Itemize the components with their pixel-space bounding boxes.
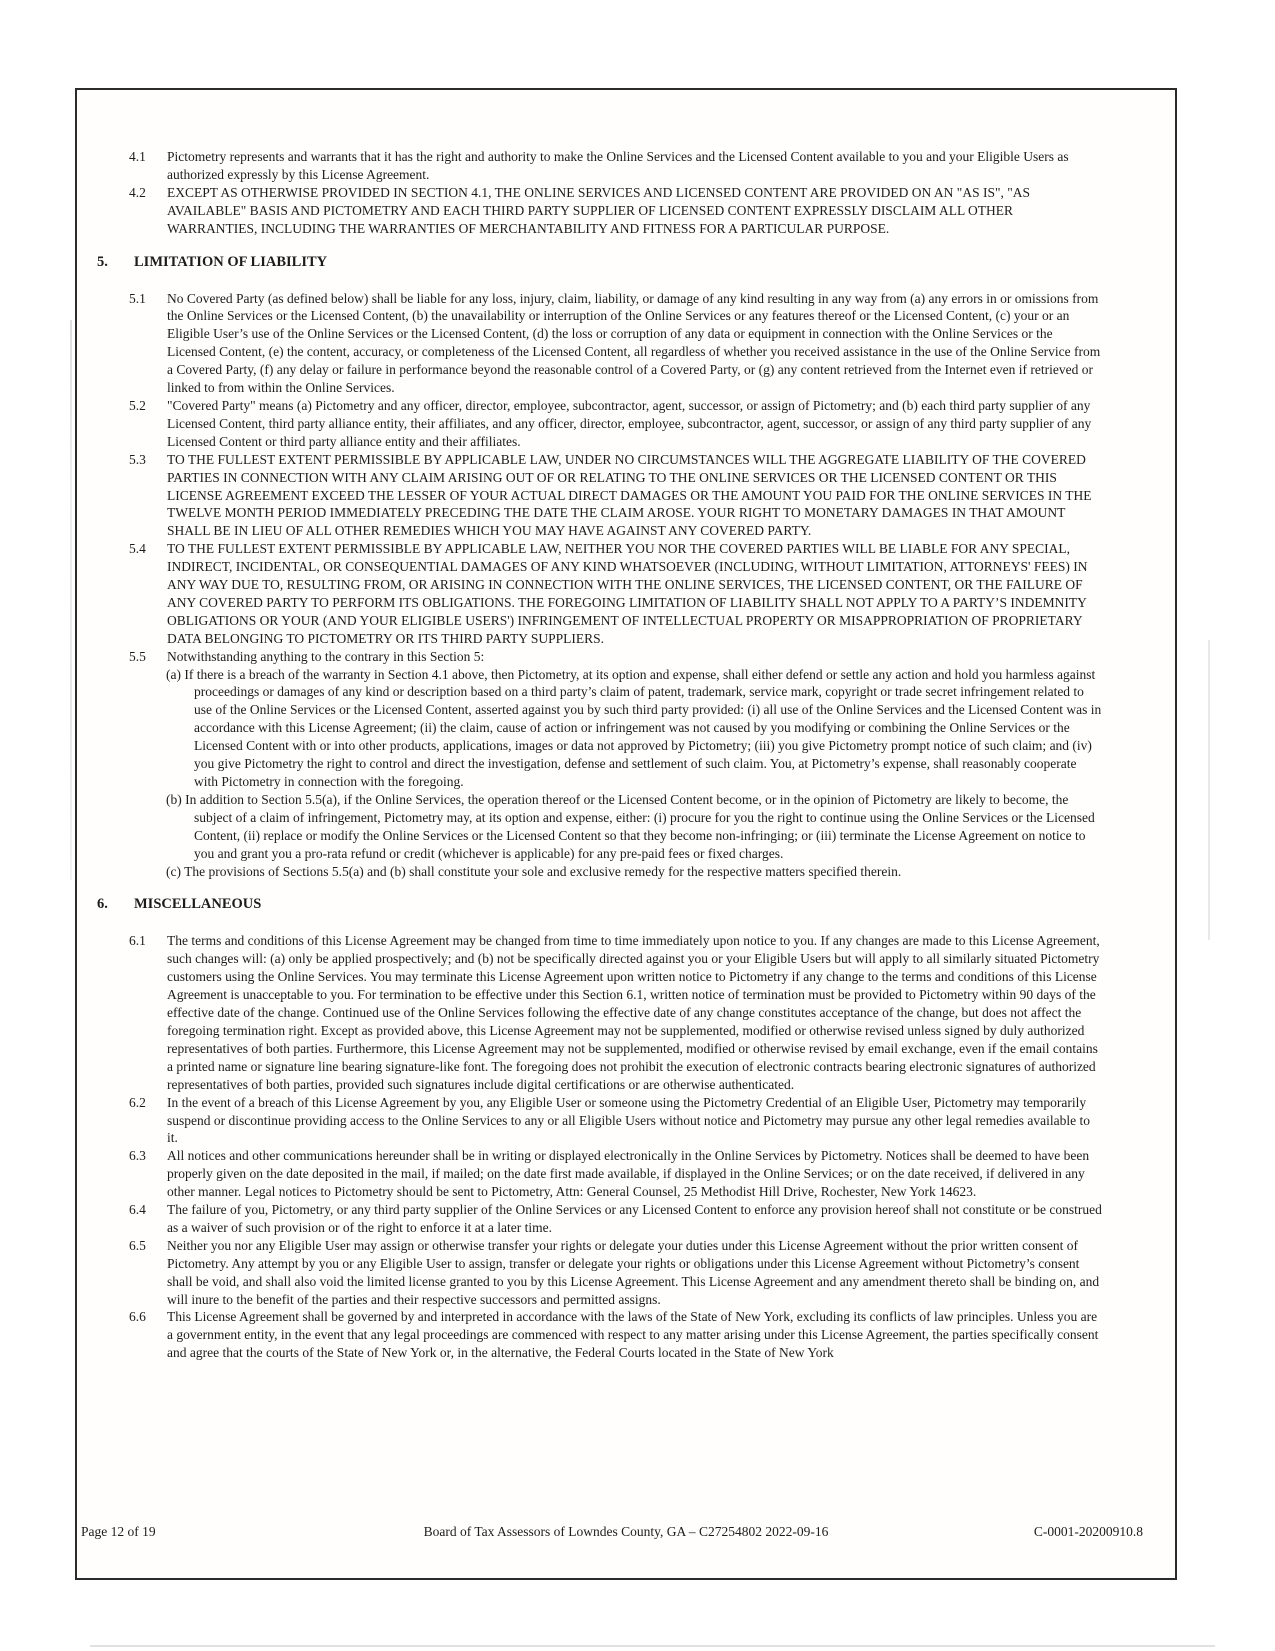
footer-page-number: Page 12 of 19 <box>81 1524 156 1539</box>
list-item <box>77 1094 1175 1148</box>
list-item-text: "Covered Party" means (a) Pictometry and any officer, director, employee, subcontractor, agent, successor, or assign of Pictometry; and (b) each third party supplier of any Licensed Content, third party alliance entity, their affiliates, and any officer, director, employee, subcontractor, agent, successor, or assign of any third party supplier of any Licensed Content or third party alliance entity and their affiliates. <box>167 397 1092 449</box>
section-number: 6. <box>97 896 108 913</box>
list-item-text: Notwithstanding anything to the contrary in this Section 5: <box>167 648 485 664</box>
list-item <box>77 184 1175 238</box>
list-item-number: 5.4 <box>129 541 146 557</box>
list-item-number: 6.2 <box>129 1094 146 1110</box>
list-item-number: 4.1 <box>129 149 146 164</box>
section-number: 5. <box>97 253 108 270</box>
list-item-number: 5.1 <box>129 290 146 306</box>
section-heading <box>77 253 1175 271</box>
list-item-number: 6.4 <box>129 1202 146 1218</box>
list-item-number: 5.3 <box>129 451 146 467</box>
list-item <box>77 540 1175 647</box>
list-item-number: 6.5 <box>129 1237 146 1253</box>
list-item <box>77 648 1175 666</box>
list-item-number: 4.2 <box>129 184 146 200</box>
list-item <box>77 290 1175 397</box>
list-item-text: Pictometry represents and warrants that it has the right and authority to make the Online Services and the Licensed Content available to you and your Eligible Users as authorized expressly by this License Agreement. <box>167 149 1069 182</box>
footer-document-code: C-0001-20200910.8 <box>1033 1524 1143 1539</box>
scan-artifact-bottom-edge <box>90 1645 1215 1647</box>
sub-list-item-marker: (a) <box>166 666 181 682</box>
document-body <box>77 148 1175 1362</box>
list-item <box>77 1237 1175 1309</box>
list-item-text: No Covered Party (as defined below) shall be liable for any loss, injury, claim, liability, or damage of any kind resulting in any way from (a) any errors in or omissions from the Online Services or the Licensed Content, (b) the unavailability or interruption of the Online Services or any features thereof or the Licensed Content, (c) your or an Eligible User’s use of the Online Services or the Licensed Content, (d) the loss or corruption of any data or equipment in connection with the Online Services or the Licensed Content, (e) the content, accuracy, or completeness of the Licensed Content, all regardless of whether you received assistance in the use of the Online Service from a Covered Party, (f) any delay or failure in performance beyond the reasonable control of a Covered Party, or (g) any content retrieved from the Internet even if retrieved or linked to from within the Online Services. <box>167 290 1101 396</box>
list-item-number: 5.2 <box>129 397 146 413</box>
page-border-frame <box>75 88 1177 1580</box>
list-item-text: All notices and other communications hereunder shall be in writing or displayed electronically in the Online Services by Pictometry. Notices shall be deemed to have been properly given on the date deposited in the mail, if mailed; on the date first made available, if displayed in the Online Services; or on the date received, if delivered in any other manner. Legal notices to Pictometry should be sent to Pictometry, Attn: General Counsel, 25 Methodist Hill Drive, Rochester, New York 14623. <box>167 1148 1090 1200</box>
page-footer <box>77 1524 1175 1542</box>
list-item-text: TO THE FULLEST EXTENT PERMISSIBLE BY APPLICABLE LAW, NEITHER YOU NOR THE COVERED PARTIES WILL BE LIABLE FOR ANY SPECIAL, INDIRECT, INCIDENTAL, OR CONSEQUENTIAL DAMAGES OF ANY KIND WHATSOEVER (INCLUDING, WITHOUT LIMITATION, ATTORNEYS' FEES) IN ANY WAY DUE TO, RESULTING FROM, OR ARISING IN CONNECTION WITH THE ONLINE SERVICES, THE LICENSED CONTENT, OR THE FAILURE OF ANY COVERED PARTY TO PERFORM ITS OBLIGATIONS. THE FOREGOING LIMITATION OF LIABILITY SHALL NOT APPLY TO A PARTY’S INDEMNITY OBLIGATIONS OR YOUR (AND YOUR ELIGIBLE USERS') INFRINGEMENT OF INTELLECTUAL PROPERTY OR MISAPPROPRIATION OF PROPRIETARY DATA BELONGING TO PICTOMETRY OR ITS THIRD PARTY SUPPLIERS. <box>167 541 1088 646</box>
list-item-number: 6.6 <box>129 1309 146 1325</box>
sub-list-item <box>77 863 1175 881</box>
list-item-text: EXCEPT AS OTHERWISE PROVIDED IN SECTION 4.1, THE ONLINE SERVICES AND LICENSED CONTENT ARE PROVIDED ON AN "AS IS", "AS AVAILABLE" BASIS AND PICTOMETRY AND EACH THIRD PARTY SUPPLIER OF LICENSED CONTENT EXPRESSLY DISCLAIM ALL OTHER WARRANTIES, INCLUDING THE WARRANTIES OF MERCHANTABILITY AND FITNESS FOR A PARTICULAR PURPOSE. <box>167 184 1030 236</box>
sub-list-item <box>77 666 1175 791</box>
list-item-text: TO THE FULLEST EXTENT PERMISSIBLE BY APPLICABLE LAW, UNDER NO CIRCUMSTANCES WILL THE AGGREGATE LIABILITY OF THE COVERED PARTIES IN CONNECTION WITH ANY CLAIM ARISING OUT OF OR RELATING TO THE ONLINE SERVICES OR THE LICENSED CONTENT OR THIS LICENSE AGREEMENT EXCEED THE LESSER OF YOUR ACTUAL DIRECT DAMAGES OR THE AMOUNT YOU PAID FOR THE ONLINE SERVICES IN THE TWELVE MONTH PERIOD IMMEDIATELY PRECEDING THE DATE THE CLAIM AROSE. YOUR RIGHT TO MONETARY DAMAGES IN THAT AMOUNT SHALL BE IN LIEU OF ALL OTHER REMEDIES WHICH YOU MAY HAVE AGAINST ANY COVERED PARTY. <box>167 451 1092 539</box>
list-item <box>77 1308 1175 1362</box>
sub-list-item <box>77 791 1175 863</box>
footer-document-title: Board of Tax Assessors of Lowndes County, GA – C27254802 2022-09-16 <box>423 1524 829 1539</box>
list-item <box>77 932 1175 1093</box>
list-item-number: 5.5 <box>129 648 146 664</box>
section-heading <box>77 895 1175 913</box>
section-title: MISCELLANEOUS <box>134 896 262 913</box>
list-item-text: The failure of you, Pictometry, or any third party supplier of the Online Services or any Licensed Content to enforce any provision hereof shall not constitute or be construed as a waiver of such provision or of the right to enforce it at a later time. <box>167 1202 1102 1235</box>
list-item <box>77 451 1175 541</box>
list-item <box>77 148 1175 184</box>
list-item-number: 6.3 <box>129 1148 146 1164</box>
list-item <box>77 1201 1175 1237</box>
sub-list-item-text: In addition to Section 5.5(a), if the Online Services, the operation thereof or the Licensed Content become, or in the opinion of Pictometry are likely to become, the subject of a claim of infringement, Pictometry may, at its option and expense, either: (i) procure for you the right to continue using the Online Services or the Licensed Content, (ii) replace or modify the Online Services or the Licensed Content so that they become non-infringing; or (iii) terminate the License Agreement on notice to you and grant you a pro-rata refund or credit (whichever is applicable) for any pre-paid fees or fixed charges. <box>185 791 1095 861</box>
sub-list-item-text: The provisions of Sections 5.5(a) and (b) shall constitute your sole and exclusive remedy for the respective matters specified therein. <box>184 863 902 879</box>
list-item-number: 6.1 <box>129 933 146 949</box>
list-item-text: This License Agreement shall be governed by and interpreted in accordance with the laws of the State of New York, excluding its conflicts of law principles. Unless you are a government entity, in the event that any legal proceedings are commenced with respect to any matter arising under this License Agreement, the parties specifically consent and agree that the courts of the State of New York or, in the alternative, the Federal Courts located in the State of New York <box>167 1309 1099 1361</box>
sub-list-item-marker: (c) <box>166 863 181 879</box>
list-item-text: The terms and conditions of this License Agreement may be changed from time to time immediately upon notice to you. If any changes are made to this License Agreement, such changes will: (a) only be applied prospectively; and (b) not be specifically directed against you or your Eligible Users but will apply to all similarly situated Pictometry customers using the Online Services. You may terminate this License Agreement upon written notice to Pictometry if any change to the terms and conditions of this License Agreement is unacceptable to you. For termination to be effective under this Section 6.1, written notice of termination must be provided to Pictometry within 90 days of the effective date of the change. Continued use of the Online Services following the effective date of any change constitutes acceptance of the change, but does not affect the foregoing termination right. Except as provided above, this License Agreement may not be supplemented, modified or otherwise revised unless signed by duly authorized representatives of both parties. Furthermore, this License Agreement may not be supplemented, modified or otherwise revised by email exchange, even if the email contains a printed name or signature line bearing signature-like font. The foregoing does not prohibit the execution of electronic contracts bearing electronic signatures of authorized representatives of both parties, provided such signatures include digital certifications or are otherwise authenticated. <box>167 933 1100 1092</box>
scan-artifact-left <box>70 320 72 880</box>
sub-list-item-marker: (b) <box>166 791 182 807</box>
list-item-text: Neither you nor any Eligible User may assign or otherwise transfer your rights or delegate your duties under this License Agreement without the prior written consent of Pictometry. Any attempt by you or any Eligible User to assign, transfer or delegate your rights or obligations under this License Agreement without Pictometry’s consent shall be void, and shall also void the limited license granted to you by this License Agreement. This License Agreement and any amendment thereto shall be binding on, and will inure to the benefit of the parties and their respective successors and permitted assigns. <box>167 1237 1100 1307</box>
list-item <box>77 1147 1175 1201</box>
list-item <box>77 397 1175 451</box>
sub-list-item-text: If there is a breach of the warranty in Section 4.1 above, then Pictometry, at its option and expense, shall either defend or settle any action and hold you harmless against proceedings or damages of any kind or description based on a third party’s claim of patent, trademark, service mark, copyright or trade secret infringement related to use of the Online Services or the Licensed Content, asserted against you by such third party provided: (i) all use of the Online Services and the Licensed Content was in accordance with this License Agreement; (ii) the claim, cause of action or infringement was not caused by you modifying or combining the Online Services or the Licensed Content with or into other products, applications, images or data not approved by Pictometry; (iii) you give Pictometry prompt notice of such claim; and (iv) you give Pictometry the right to control and direct the investigation, defense and settlement of such claim. You, at Pictometry’s expense, shall reasonably cooperate with Pictometry in connection with the foregoing. <box>184 666 1102 789</box>
list-item-text: In the event of a breach of this License Agreement by you, any Eligible User or someone using the Pictometry Credential of an Eligible User, Pictometry may temporarily suspend or discontinue providing access to the Online Services to any or all Eligible Users without notice and Pictometry may pursue any other legal remedies available to it. <box>167 1094 1091 1146</box>
section-title: LIMITATION OF LIABILITY <box>134 253 328 270</box>
scan-artifact-right <box>1208 640 1210 940</box>
